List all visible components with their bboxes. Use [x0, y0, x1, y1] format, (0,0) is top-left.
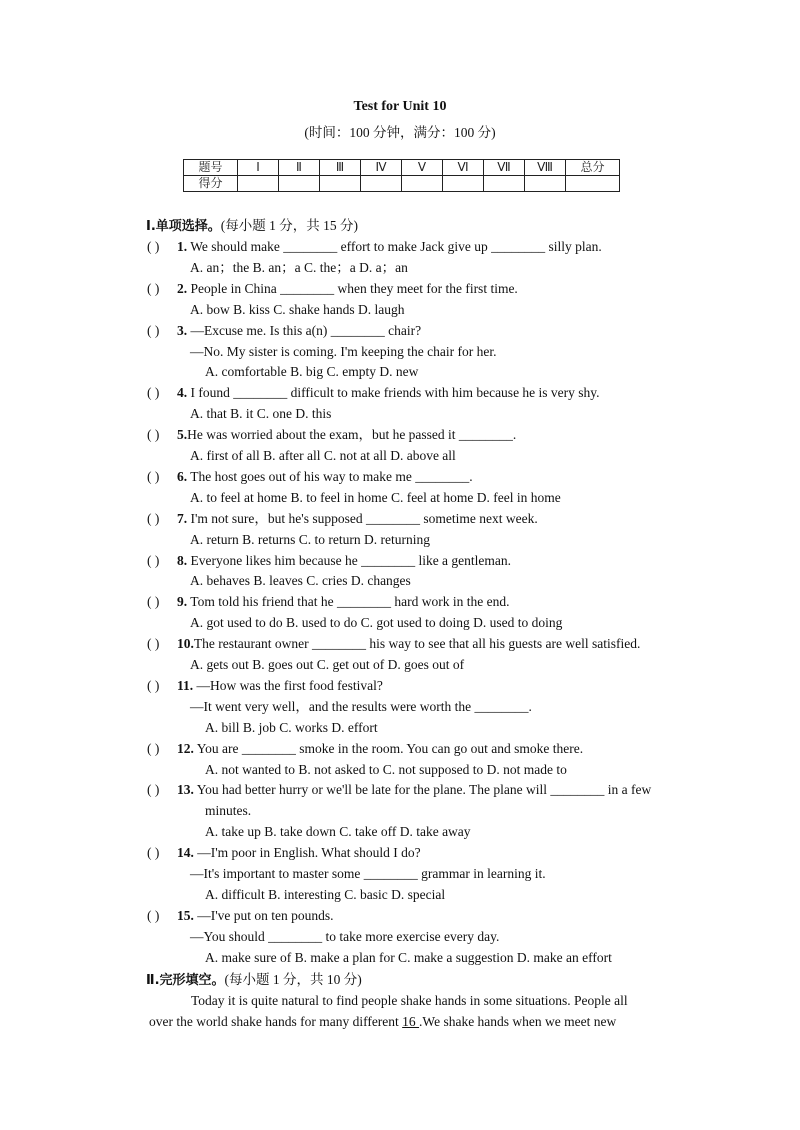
answer-options: A. gets out B. goes out C. get out of D. goes out of	[190, 657, 465, 672]
answer-options: A. that B. it C. one D. this	[190, 406, 332, 422]
question-text: You had better hurry or we'll be late for the plane. The plane will ________ in a few	[196, 782, 652, 798]
answer-options: A. first of all B. after all C. not at all D. above all	[190, 448, 456, 463]
question-text: I'm not sure，but he's supposed ________ sometime next week.	[190, 510, 538, 526]
answer-blank[interactable]: ( )	[147, 552, 160, 568]
score-cell: 得分	[184, 176, 238, 192]
question-text: We should make ________ effort to make Jack give up ________ silly plan.	[190, 239, 602, 254]
score-input-cell[interactable]	[566, 176, 620, 192]
score-cell: Ⅷ	[525, 160, 566, 176]
answer-blank[interactable]: ( )	[147, 468, 160, 484]
question-number: 10.	[177, 636, 194, 652]
answer-options: A. behaves B. leaves C. cries D. changes	[190, 573, 411, 589]
section-1-note: (每小题 1 分，共 15 分)	[220, 218, 359, 233]
question-text: I found ________ difficult to make friends with him because he is very shy.	[190, 385, 600, 401]
answer-options: A. an；the B. an；a C. the；a D. a；an	[190, 259, 408, 275]
question-5	[147, 426, 516, 444]
passage-line	[149, 1011, 681, 1032]
answer-options: A. return B. returns C. to return D. returning	[190, 531, 430, 547]
question-1	[147, 238, 602, 256]
question-text: Tom told his friend that he ________ hard work in the end.	[190, 594, 510, 610]
question-continuation: —You should ________ to take more exercise every day.	[190, 928, 500, 944]
question-number: 13.	[177, 782, 194, 798]
question-number: 8.	[177, 552, 188, 568]
question-continuation: —It went very well，and the results were worth the ________.	[190, 698, 532, 714]
score-input-cell[interactable]	[402, 176, 443, 192]
question-text: —Excuse me. Is this a(n) ________ chair?	[190, 322, 422, 338]
passage-text: over the world shake hands for many different	[149, 1014, 403, 1029]
score-cell: Ⅶ	[484, 160, 525, 176]
answer-blank[interactable]: ( )	[147, 594, 160, 610]
question-number: 12.	[177, 740, 194, 756]
score-input-cell[interactable]	[525, 176, 566, 192]
cloze-blank-16[interactable]: 16	[402, 1014, 420, 1029]
answer-blank[interactable]: ( )	[147, 740, 160, 756]
answer-blank[interactable]: ( )	[147, 239, 160, 254]
page-subtitle: (时间：100 分钟，满分：100 分)	[304, 125, 496, 140]
page-title: Test for Unit 10	[353, 99, 447, 114]
question-number: 9.	[177, 594, 188, 610]
question-continuation: minutes.	[205, 803, 252, 819]
answer-options: A. not wanted to B. not asked to C. not supposed to D. not made to	[205, 761, 567, 777]
score-input-cell[interactable]	[320, 176, 361, 192]
answer-blank[interactable]: ( )	[147, 782, 160, 798]
question-2	[147, 280, 518, 298]
question-number: 14.	[177, 845, 194, 861]
question-13	[147, 781, 651, 799]
question-15	[147, 907, 334, 925]
question-text: —I'm poor in English. What should I do?	[197, 845, 421, 861]
answer-options: A. bill B. job C. works D. effort	[205, 719, 378, 735]
section-2-title: Ⅱ.完形填空。	[146, 973, 225, 988]
score-input-cell[interactable]	[443, 176, 484, 192]
score-cell: Ⅱ	[279, 160, 320, 176]
passage-text: .We shake hands when we meet new	[419, 1014, 617, 1029]
answer-options: A. got used to do B. used to do C. got used to doing D. used to doing	[190, 615, 563, 631]
question-continuation: —It's important to master some ________ grammar in learning it.	[190, 866, 546, 881]
question-6	[147, 468, 473, 486]
score-input-cell[interactable]	[361, 176, 402, 192]
score-table-score-row	[184, 176, 620, 192]
question-8	[147, 552, 511, 570]
section-1-heading	[146, 217, 358, 236]
score-table-header-row	[184, 160, 620, 176]
answer-blank[interactable]: ( )	[147, 677, 160, 693]
answer-options: A. difficult B. interesting C. basic D. special	[205, 886, 446, 902]
question-12	[147, 740, 583, 758]
score-cell: Ⅰ	[238, 160, 279, 176]
question-text: The host goes out of his way to make me ________.	[190, 468, 473, 484]
question-text: Everyone likes him because he ________ like a gentleman.	[190, 552, 512, 568]
answer-blank[interactable]: ( )	[147, 427, 160, 443]
question-number: 3.	[177, 322, 188, 338]
cloze-passage	[149, 990, 681, 1032]
question-text: —How was the first food festival?	[196, 677, 383, 693]
score-input-cell[interactable]	[279, 176, 320, 192]
score-cell: 题号	[184, 160, 238, 176]
score-cell: Ⅳ	[361, 160, 402, 176]
question-text: People in China ________ when they meet for the first time.	[190, 280, 518, 296]
score-table	[183, 159, 620, 192]
answer-blank[interactable]: ( )	[147, 385, 160, 401]
question-number: 4.	[177, 385, 188, 401]
answer-blank[interactable]: ( )	[147, 636, 160, 652]
question-number: 1.	[177, 239, 188, 254]
question-continuation: —No. My sister is coming. I'm keeping the chair for her.	[190, 343, 497, 359]
answer-blank[interactable]: ( )	[147, 280, 160, 296]
question-9	[147, 593, 510, 611]
question-3	[147, 322, 421, 340]
section-2-note: (每小题 1 分，共 10 分)	[224, 972, 362, 987]
question-14	[147, 844, 421, 862]
question-number: 2.	[177, 280, 188, 296]
score-cell: Ⅵ	[443, 160, 484, 176]
answer-options: A. to feel at home B. to feel in home C. feel at home D. feel in home	[190, 489, 561, 505]
question-number: 15.	[177, 907, 194, 923]
question-4	[147, 384, 600, 402]
question-11	[147, 677, 383, 695]
question-number: 5.	[177, 427, 188, 443]
answer-options: A. bow B. kiss C. shake hands D. laugh	[190, 301, 405, 317]
answer-options: A. make sure of B. make a plan for C. make a suggestion D. make an effort	[205, 949, 612, 965]
question-number: 11.	[177, 677, 194, 693]
answer-options: A. comfortable B. big C. empty D. new	[205, 364, 419, 380]
question-number: 7.	[177, 510, 188, 526]
question-7	[147, 510, 538, 528]
answer-blank[interactable]: ( )	[147, 510, 160, 526]
section-2-heading	[146, 971, 362, 990]
question-number: 6.	[177, 468, 188, 484]
question-10	[147, 635, 640, 653]
answer-options: A. take up B. take down C. take off D. take away	[205, 824, 471, 840]
passage-line: Today it is quite natural to find people shake hands in some situations. People all	[191, 993, 628, 1008]
answer-blank[interactable]: ( )	[147, 322, 160, 338]
question-text: You are ________ smoke in the room. You can go out and smoke there.	[196, 740, 584, 756]
score-cell: 总分	[566, 160, 620, 176]
question-text: —I've put on ten pounds.	[197, 907, 334, 923]
answer-blank[interactable]: ( )	[147, 845, 160, 861]
section-1-title: Ⅰ.单项选择。	[146, 219, 221, 234]
question-text: He was worried about the exam，but he passed it ________.	[187, 427, 517, 443]
score-input-cell[interactable]	[484, 176, 525, 192]
score-cell: Ⅲ	[320, 160, 361, 176]
score-input-cell[interactable]	[238, 176, 279, 192]
question-text: The restaurant owner ________ his way to see that all his guests are well satisfied.	[193, 636, 641, 652]
answer-blank[interactable]: ( )	[147, 907, 160, 923]
score-cell: Ⅴ	[402, 160, 443, 176]
